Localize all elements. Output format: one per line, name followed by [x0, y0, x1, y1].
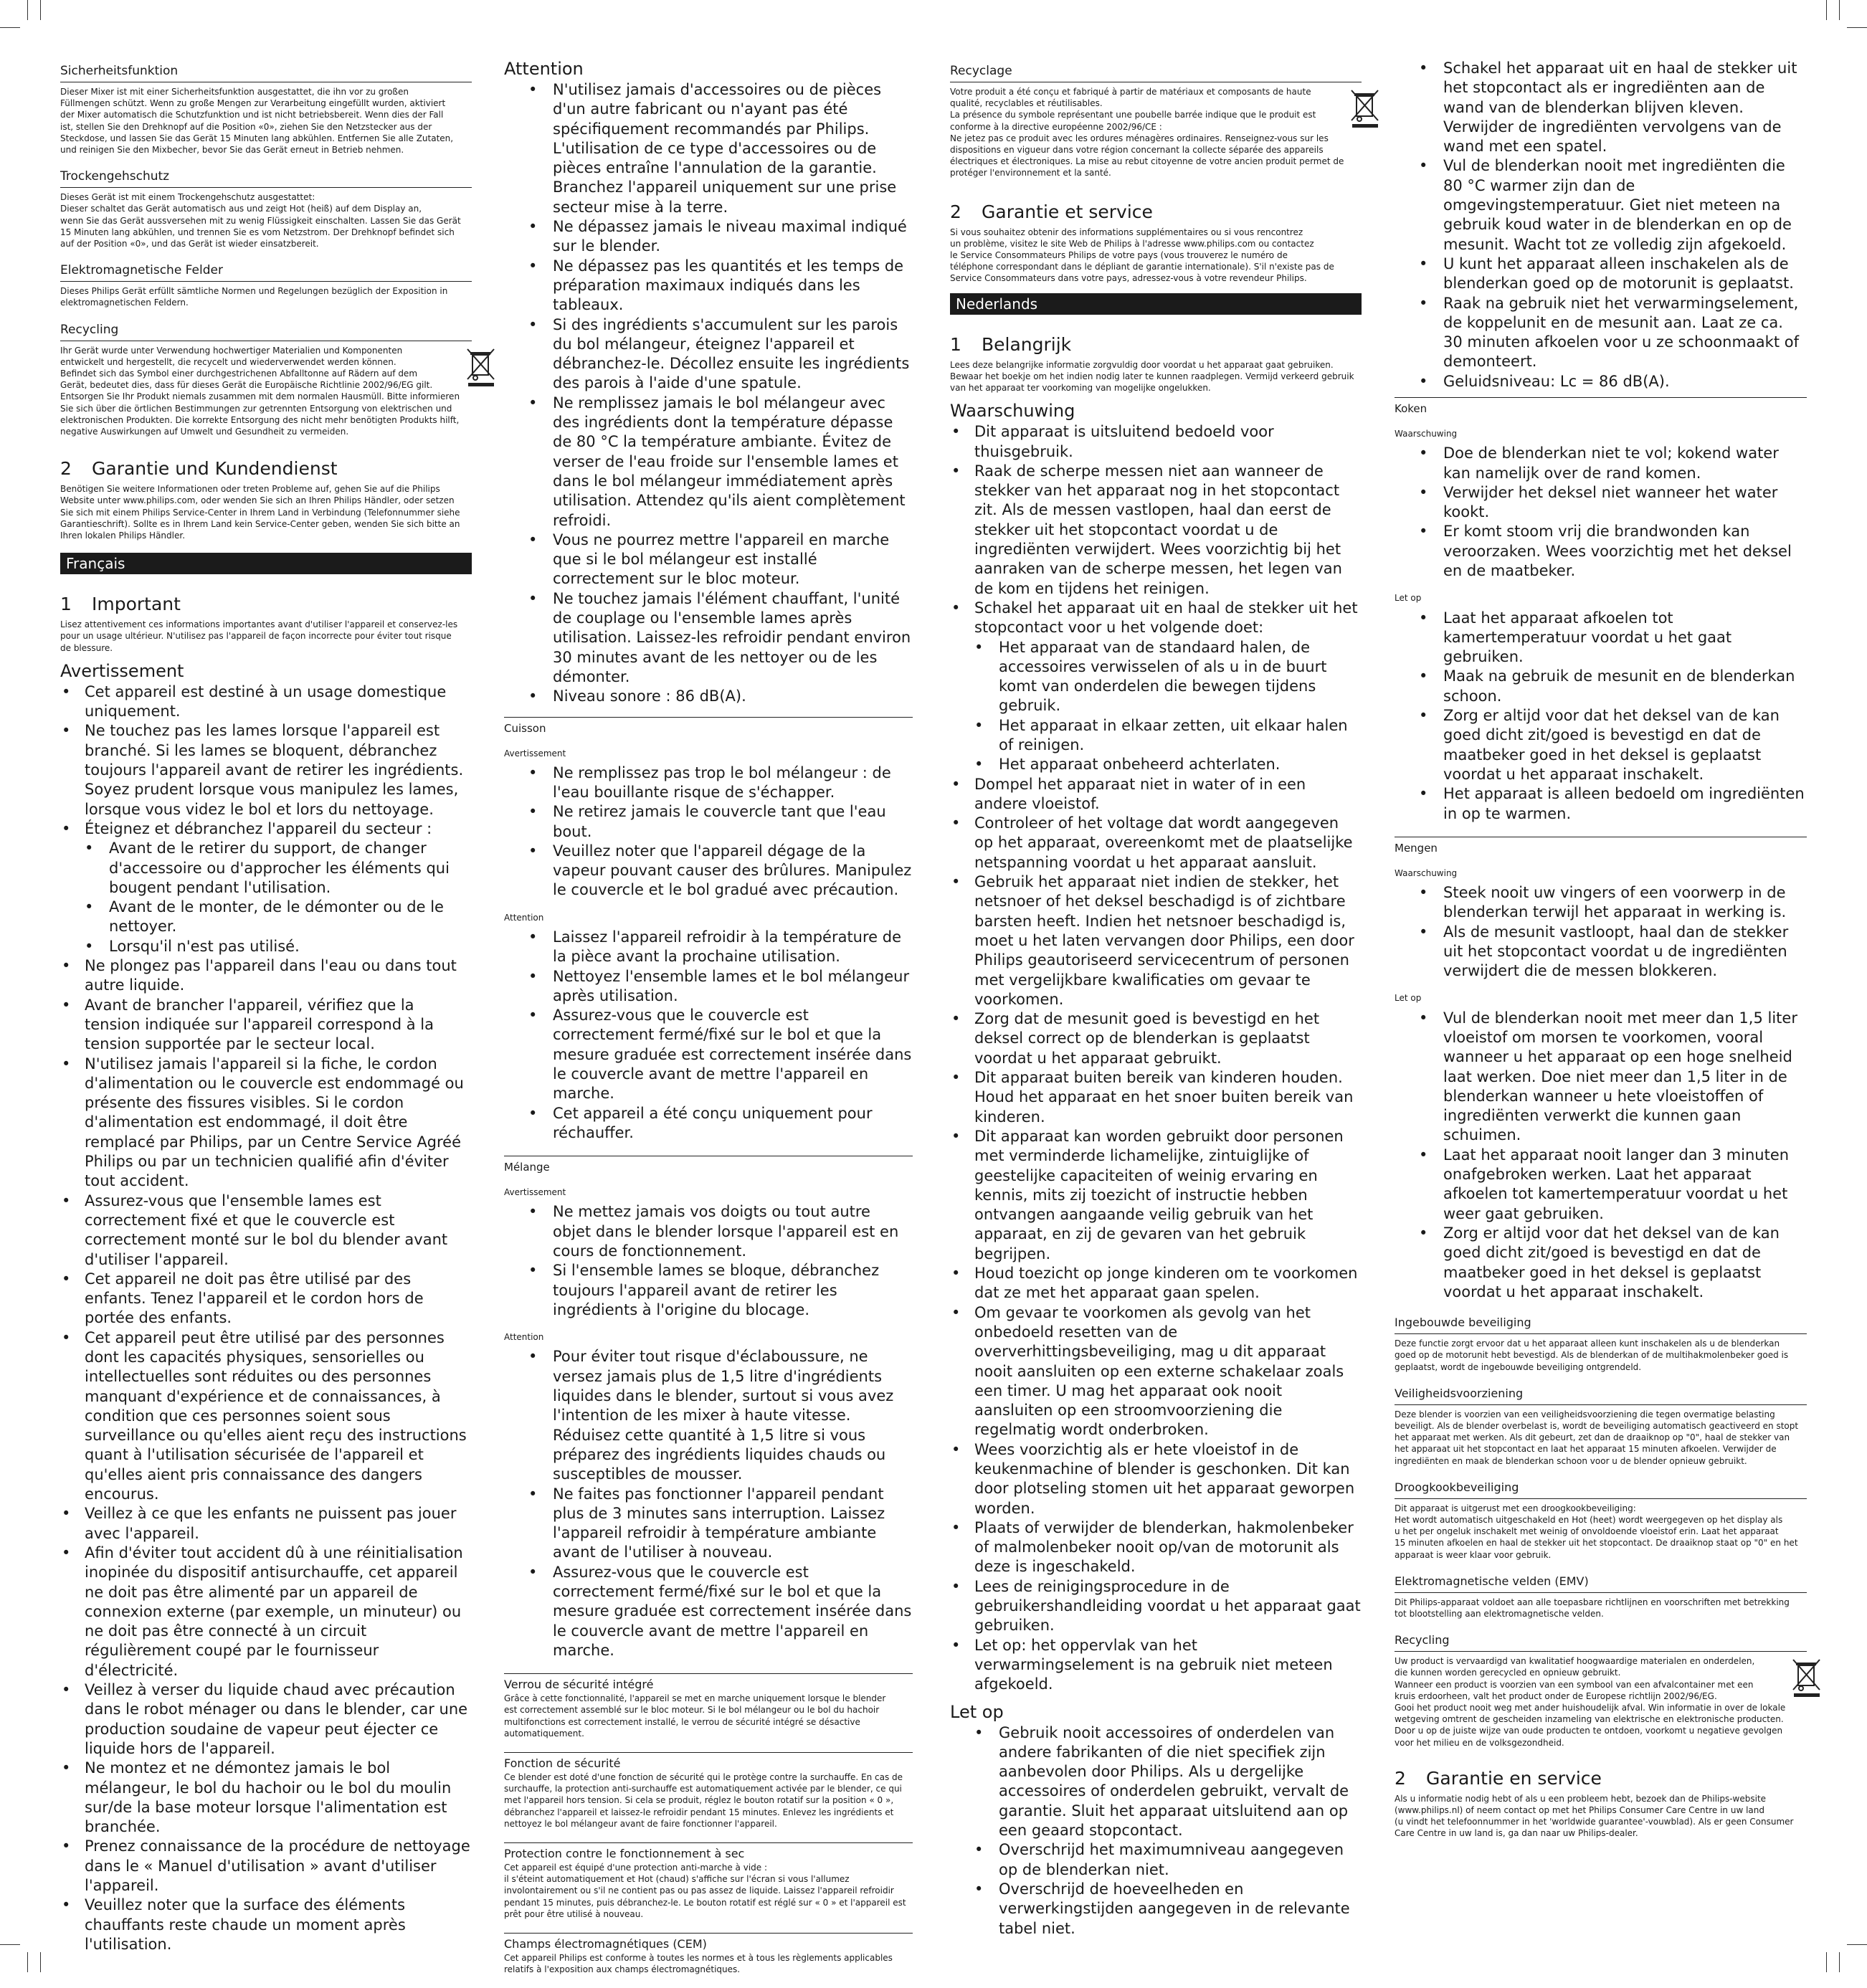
list-item: • N'utilisez jamais d'accessoires ou de pièces d'un autre fabricant ou n'ayant pas été spécifiquement recommandés par Philips. L'utilisation de ce type d'accessoires ou de pièces entraîne l'annulation de la garantie. Branchez l'appareil uniquement sur une prise secteur mise à la terre.: [504, 80, 913, 217]
list-item: • Assurez-vous que le couvercle est correctement fermé/fixé sur le bol et que la mesure graduée est correctement insérée dans le couvercle avant de mettre l'appareil en marche.: [504, 1006, 913, 1103]
label-avertissement: Avertissement: [504, 1187, 566, 1198]
list-item: • Niveau sonore : 86 dB(A).: [504, 687, 913, 706]
crop-mark: [0, 1944, 20, 1945]
section-champs: [504, 1933, 913, 1975]
text-line: Als u informatie nodig hebt of als u een probleem hebt, bezoek dan de Philips-website: [1395, 1793, 1767, 1804]
label-let-op: Let op: [1395, 593, 1422, 604]
list-item: • Veuillez noter que l'appareil dégage de la vapeur pouvant causer des brûlures. Manipulez le couvercle et le bol gradué avec précaution.: [504, 842, 913, 900]
text-line: tot blootstelling aan elektromagnetische velden.: [1395, 1608, 1604, 1619]
list-item: • Doe de blenderkan niet te vol; kokend water kan namelijk over de rand komen.: [1395, 444, 1807, 483]
section-text: [950, 359, 1362, 394]
text-line: multifonctions est correctement installé, le verrou de sécurité intégré se désactive: [504, 1716, 860, 1727]
text-line: Sie sich mit einem Philips Service-Center in Ihrem Land in Verbindung (Telefonnummer siehe: [60, 507, 460, 518]
section-text: [60, 619, 472, 654]
list-item: • Het apparaat in elkaar zetten, uit elkaar halen of reinigen.: [950, 716, 1362, 756]
label-waarschuwing: Waarschuwing: [1395, 429, 1458, 439]
section-text: [504, 1771, 913, 1830]
section-text: [60, 285, 472, 308]
text-line: het apparaat met werken. Als dit gebeurt, zet dan de draaiknop op "0", haal de stekker van: [1395, 1432, 1790, 1443]
list-item: • Vul de blenderkan nooit met meer dan 1,5 liter vloeistof om morsen te voorkomen, vooral wanneer u het apparaat op een hoge snelheid laat werken. Doe niet meer dan 1,5 liter in de blenderkan wanneer u hete vloeistoffen of ingrediënten verwerkt die kunnen gaan schuimen.: [1395, 1009, 1807, 1146]
crop-mark: [27, 0, 28, 20]
section-title: Recycling: [1395, 1632, 1807, 1652]
chapter-heading: 2 Garantie et service: [950, 201, 1153, 222]
text-line: un problème, visitez le site Web de Philips à l'adresse www.philips.com ou contactez: [950, 238, 1314, 249]
section-recycling: [60, 322, 472, 438]
section-belangrijk: [950, 333, 1362, 394]
text-line: auf der Position «0», und das Gerät ist wieder einsatzbereit.: [60, 239, 319, 249]
list-item: • Schakel het apparaat uit en haal de stekker uit het stopcontact voor u het volgende doet:: [950, 599, 1362, 638]
text-line: conforme à la directive européenne 2002/96/CE :: [950, 121, 1162, 132]
text-line: nettoyez le bol mélangeur avant de faire fonctionner l'appareil.: [504, 1818, 777, 1829]
list-item: • Éteignez et débranchez l'appareil du secteur :: [60, 819, 472, 839]
text-line: il s'éteint automatiquement et Hot (chaud) s'affiche sur l'écran si vous l'allumez: [504, 1874, 850, 1885]
chapter-heading: 1 Belangrijk: [950, 333, 1072, 355]
list-item: • Ne retirez jamais le couvercle tant que l'eau bout.: [504, 802, 913, 842]
text-line: Dit apparaat is uitgerust met een droogkookbeveiliging:: [1395, 1503, 1636, 1513]
section-elektromagnetische-felder: [60, 262, 472, 308]
text-line: die kunnen worden gerecycled en opnieuw gebruikt.: [1395, 1668, 1621, 1678]
list-item: • Het apparaat is alleen bedoeld om ingrediënten in op te warmen.: [1395, 784, 1807, 824]
list-item: • Gebruik het apparaat niet indien de stekker, het netsnoer of het deksel beschadigd is of zichtbare barsten heeft. Indien het netsnoer beschadigd is, moet u het laten vervangen door Philips, een door Philips geautoriseerd servicecentrum of personen met vergelijkbare kwalificaties om gevaar te voorkomen.: [950, 872, 1362, 1009]
text-line: Deze functie zorgt ervoor dat u het apparaat alleen kunt inschakelen als u de blenderkan: [1395, 1338, 1780, 1349]
list-item: • Si l'ensemble lames se bloque, débranchez toujours l'appareil avant de retirer les ingrédients à l'origine du blocage.: [504, 1261, 913, 1320]
label-attention: Attention: [504, 1332, 544, 1343]
text-line: der Mixer automatisch die Schutzfunktion und ist nicht betriebsbereit. Wenn dies der Fall: [60, 110, 444, 120]
text-line: prêt pour être utilisé à nouveau.: [504, 1908, 644, 1919]
subheading-avertissement: Avertissement: [60, 660, 184, 681]
text-line: Wanneer een product is voorzien van een symbool van een afvalcontainer met een: [1395, 1679, 1754, 1690]
section-text: [1395, 1503, 1807, 1561]
crop-mark: [40, 1952, 41, 1972]
list-item: • Lorsqu'il n'est pas utilisé.: [60, 937, 472, 956]
list-item: • Veuillez noter que la surface des éléments chauffants reste chaude un moment après l'utilisation.: [60, 1896, 472, 1954]
section-mengen: [1395, 837, 1807, 1302]
section-title: Elektromagnetische velden (EMV): [1395, 1574, 1807, 1593]
bullet-list: [504, 80, 913, 707]
text-line: Ihr Gerät wurde unter Verwendung hochwertiger Materialien und Komponenten: [60, 345, 403, 356]
list-item: • Avant de brancher l'appareil, vérifiez que la tension indiquée sur l'appareil correspond à la tension supportée par le secteur local.: [60, 996, 472, 1055]
crop-mark: [40, 0, 41, 20]
list-item: • Ne remplissez pas trop le bol mélangeur : de l'eau bouillante risque de s'échapper.: [504, 764, 913, 803]
list-item: • Als de mesunit vastloopt, haal dan de stekker uit het stopcontact voordat u de ingrediënten verwijdert die de messen blokkeren.: [1395, 923, 1807, 981]
section-title: Sicherheitsfunktion: [60, 63, 472, 82]
text-line: Lisez attentivement ces informations importantes avant d'utiliser l'appareil et conservez-les: [60, 619, 458, 630]
text-line: Si vous souhaitez obtenir des informations supplémentaires ou si vous rencontrez: [950, 227, 1303, 237]
section-trockengehschutz: [60, 168, 472, 249]
text-line: Uw product is vervaardigd van kwalitatief hoogwaardige materialen en onderdelen,: [1395, 1656, 1755, 1667]
language-header-nederlands: Nederlands: [950, 293, 1362, 315]
text-line: Lees deze belangrijke informatie zorgvuldig door voordat u het apparaat gaat gebruiken.: [950, 359, 1334, 370]
text-line: entwickelt und hergestellt, die recycelt und wiederverwendet werden können.: [60, 356, 396, 367]
list-item: • Zorg dat de mesunit goed is bevestigd en het deksel correct op de blenderkan is geplaatst voordat u het apparaat gebruikt.: [950, 1009, 1362, 1068]
list-item: • Avant de le monter, de le démonter ou de le nettoyer.: [60, 898, 472, 937]
section-text: [950, 86, 1344, 179]
bullet-list: [60, 683, 472, 1954]
list-item: • Lees de reinigingsprocedure in de gebruikershandleiding voordat u het apparaat gaat gebruiken.: [950, 1577, 1362, 1636]
label-attention: Attention: [504, 912, 544, 923]
text-line: ist, stellen Sie den Drehknopf auf die Position «0», ziehen Sie den Netzstecker aus der: [60, 121, 432, 132]
crop-mark: [0, 27, 20, 28]
section-title: Elektromagnetische Felder: [60, 262, 472, 282]
text-line: negative Auswirkungen auf Umwelt und Gesundheit zu vermeiden.: [60, 427, 349, 437]
text-line: wetgeving omtrent de gescheiden inzameling van elektrische en elektronische producten.: [1395, 1714, 1784, 1725]
text-line: Dieses Philips Gerät erfüllt sämtliche Normen und Regelungen bezüglich der Exposition in: [60, 286, 448, 297]
list-item: • Ne faites pas fonctionner l'appareil pendant plus de 3 minutes sans interruption. Laissez l'appareil refroidir à température ambiante avant de l'utiliser à nouveau.: [504, 1485, 913, 1563]
text-line: Befindet sich das Symbol einer durchgestrichenen Abfalltonne auf Rädern auf dem: [60, 368, 418, 379]
list-item: • Ne mettez jamais vos doigts ou tout autre objet dans le blender lorsque l'appareil est en cours de fonctionnement.: [504, 1202, 913, 1261]
list-item: • Ne dépassez jamais le niveau maximal indiqué sur le blender.: [504, 217, 913, 257]
text-line: Dieser schaltet das Gerät automatisch aus und zeigt Hot (heiß) auf dem Display an,: [60, 204, 422, 214]
list-item: • Ne remplissez jamais le bol mélangeur avec des ingrédients dont la température dépasse de 80 °C la température ambiante. Évitez de verser de l'eau froide sur l'ensemble lames et dans le bol mélangeur immédiatement après utilisation. Attendez qu'ils aient complètement refroidi.: [504, 394, 913, 531]
subheading-let-op: Let op: [950, 1701, 1004, 1722]
list-item: • Cet appareil peut être utilisé par des personnes dont les capacités physiques, sensorielles ou intellectuelles sont réduites ou des personnes manquant d'expérience et de connaissances, à condition que ces personnes soient sous surveillance ou qu'elles aient reçu des instructions quant à l'utilisation sécurisée de l'appareil et qu'elles aient pris connaissance des dangers encourus.: [60, 1328, 472, 1505]
column-2: [504, 59, 913, 1988]
section-melange: [504, 1156, 913, 1660]
text-line: Care Centre in uw land is, ga dan naar uw Philips-dealer.: [1395, 1828, 1638, 1839]
list-item: • Plaats of verwijder de blenderkan, hakmolenbeker of malmolenbeker nooit op/van de motorunit als deze is ingeschakeld.: [950, 1518, 1362, 1577]
text-line: wenn Sie das Gerät aussversehen mit zu wenig Flüssigkeit einschalten. Lassen Sie das Gerät: [60, 215, 461, 226]
list-item: • U kunt het apparaat alleen inschakelen als de blenderkan goed op de motorunit is geplaatst.: [1395, 255, 1807, 294]
text-line: de blessure.: [60, 642, 113, 653]
text-line: Votre produit a été conçu et fabriqué à partir de matériaux et composants de haute: [950, 87, 1311, 97]
chapter-heading: 2 Garantie en service: [1395, 1767, 1602, 1789]
text-line: Cet appareil Philips est conforme à toutes les normes et à tous les règlements applicables: [504, 1953, 893, 1964]
text-line: u het per ongeluk inschakelt met weinig of onvoldoende vloeistof erin. Laat het apparaat: [1395, 1526, 1779, 1537]
text-line: Dieser Mixer ist mit einer Sicherheitsfunktion ausgestattet, die ihn vor zu großen: [60, 87, 409, 97]
text-line: le Service Consommateurs Philips de votre pays (vous trouverez le numéro de: [950, 250, 1288, 261]
section-text: [504, 1693, 913, 1739]
section-garantie-service: [950, 201, 1362, 285]
text-line: automatiquement.: [504, 1728, 584, 1739]
section-title: Protection contre le fonctionnement à sec: [504, 1847, 745, 1861]
list-item: • Dit apparaat buiten bereik van kinderen houden. Houd het apparaat en het snoer buiten bereik van kinderen.: [950, 1068, 1362, 1127]
text-line: La présence du symbole représentant une poubelle barrée indique que le produit est: [950, 110, 1316, 120]
text-line: Füllmengen schützt. Wenn zu große Mengen zur Verarbeitung eingefüllt wurden, aktiviert: [60, 98, 446, 109]
list-item: • Ne touchez jamais l'élément chauffant, l'unité de couplage ou l'ensemble lames après utilisation. Laissez-les refroidir pendant environ 30 minutes avant de les nettoyer ou de les démonter.: [504, 589, 913, 687]
list-item: • Ne dépassez pas les quantités et les temps de préparation maximaux indiqués dans les tableaux.: [504, 257, 913, 315]
list-item: • Dompel het apparaat niet in water of in een andere vloeistof.: [950, 775, 1362, 814]
list-item: • Dit apparaat kan worden gebruikt door personen met verminderde lichamelijke, zintuiglijke of geestelijke capaciteiten of weinig ervaring en kennis, mits zij toezicht of instructie hebben ontvangen aangaande veilig gebruik van het apparaat, en zij de gevaren van het gebruik begrijpen.: [950, 1127, 1362, 1264]
crop-mark: [27, 1952, 28, 1972]
section-text: [504, 1862, 913, 1920]
list-item: • Raak na gebruik niet het verwarmingselement, de koppelunit en de mesunit aan. Laat ze ca. 30 minuten afkoelen voor u ze schoonmaakt of demonteert.: [1395, 294, 1807, 372]
section-title: Trockengehschutz: [60, 168, 472, 188]
list-item: • Nettoyez l'ensemble lames et le bol mélangeur après utilisation.: [504, 967, 913, 1007]
list-item: • Wees voorzichtig als er hete vloeistof in de keukenmachine of blender is geschonken. Dit kan door plotseling stomen uit het apparaat geworpen worden.: [950, 1440, 1362, 1518]
list-item: • Dit apparaat is uitsluitend bedoeld voor thuisgebruik.: [950, 422, 1362, 462]
section-emv: [1395, 1574, 1807, 1620]
text-line: Ce blender est doté d'une fonction de sécurité qui le protège contre la surchauffe. En cas de: [504, 1772, 903, 1782]
text-line: goed op de motorunit hebt bevestigd. Als de blenderkan of de multihakmolenbeker goed is: [1395, 1350, 1789, 1361]
bullet-list: [504, 928, 913, 1143]
list-item: • Het apparaat onbeheerd achterlaten.: [950, 755, 1362, 774]
list-item: • Gebruik nooit accessoires of onderdelen van andere fabrikanten of die niet specifiek zijn aanbevolen door Philips. Als u dergelijke accessoires of onderdelen gebruikt, vervalt de garantie. Sluit het apparaat uitsluitend aan op een geaard stopcontact.: [950, 1723, 1362, 1841]
text-line: involontairement ou s'il ne contient pas ou pas assez de liquide. Laissez l'appareil refroidir: [504, 1885, 894, 1896]
crop-mark: [1826, 0, 1827, 20]
list-item: • Steek nooit uw vingers of een voorwerp in de blenderkan terwijl het apparaat in werking is.: [1395, 883, 1807, 923]
text-line: Grâce à cette fonctionnalité, l'appareil se met en marche uniquement lorsque le blender: [504, 1693, 886, 1704]
crossed-bin-icon: [1349, 86, 1381, 129]
section-text: [60, 345, 460, 438]
bullet-list: [504, 1347, 913, 1660]
label-waarschuwing: Waarschuwing: [1395, 867, 1458, 878]
text-line: téléphone correspondant dans le dépliant de garantie internationale). S'il n'existe pas de: [950, 262, 1334, 272]
list-item: • Assurez-vous que l'ensemble lames est correctement fixé et que le couvercle est correctement monté sur le bol du blender avant d'utiliser l'appareil.: [60, 1192, 472, 1270]
list-item: • Houd toezicht op jonge kinderen om te voorkomen dat ze met het apparaat gaan spelen.: [950, 1264, 1362, 1303]
text-line: Website unter www.philips.com, oder wenden Sie sich an Ihren Philips Händler, oder setzen: [60, 495, 455, 506]
list-item: • Vul de blenderkan nooit met ingrediënten die 80 °C warmer zijn dan de omgevingstemperatuur. Giet niet meteen na gebruik koud water in de blenderkan en op de mesunit. Wacht tot ze volledig zijn afgekoeld.: [1395, 156, 1807, 254]
list-item: • Pour éviter tout risque d'éclaboussure, ne versez jamais plus de 1,5 litre d'ingrédients liquides dans le blender, surtout si vous avez l'intention de les mixer à haute vitesse. Réduisez cette quantité à 1,5 litre si vous préparez des ingrédients liquides chauds ou susceptibles de mousser.: [504, 1347, 913, 1484]
section-title: Fonction de sécurité: [504, 1756, 621, 1770]
section-recycling-nl: [1395, 1632, 1807, 1749]
section-droogkookbeveiliging: [1395, 1480, 1807, 1561]
list-item: • Maak na gebruik de mesunit en de blenderkan schoon.: [1395, 667, 1807, 706]
section-important: [60, 593, 472, 654]
text-line: Steckdose, und lassen Sie das Gerät 15 Minuten lang abkühlen. Entfernen Sie alle Zutaten,: [60, 133, 454, 143]
section-fonction-securite: [504, 1752, 913, 1830]
text-line: elektronischen Produkten. Die korrekte Entsorgung des nicht mehr benötigten Produkts hilft,: [60, 414, 460, 425]
bullet-list: [1395, 609, 1807, 824]
text-line: geplaatst, wordt de ingebouwde beveiliging ontgrendeld.: [1395, 1361, 1642, 1372]
text-line: Dit Philips-apparaat voldoet aan alle toepasbare richtlijnen en voorschriften met betrekking: [1395, 1597, 1790, 1607]
section-title: Mengen: [1395, 841, 1438, 855]
list-item: • Verwijder het deksel niet wanneer het water kookt.: [1395, 483, 1807, 523]
list-item: • Cet appareil a été conçu uniquement pour réchauffer.: [504, 1104, 913, 1143]
section-text: [950, 227, 1362, 285]
list-item: • Laat het apparaat afkoelen tot kamertemperatuur voordat u het gaat gebruiken.: [1395, 609, 1807, 667]
list-item: • Controleer of het voltage dat wordt aangegeven op het apparaat, overeenkomt met de plaatselijke netspanning voordat u het apparaat aansluit.: [950, 814, 1362, 872]
text-line: 15 minuten afkoelen en haal de stekker uit het stopcontact. De draaiknop staat op "0" en het: [1395, 1538, 1798, 1549]
text-line: (www.philips.nl) of neem contact op met het Philips Consumer Care Centre in uw land: [1395, 1805, 1764, 1816]
list-item: • Si des ingrédients s'accumulent sur les parois du bol mélangeur, éteignez l'appareil et débranchez-le. Décollez ensuite les ingrédients des parois à l'aide d'une spatule.: [504, 315, 913, 394]
subheading-attention: Attention: [504, 59, 584, 79]
text-line: protéger l'environnement et la santé.: [950, 168, 1111, 179]
section-title: Koken: [1395, 402, 1427, 416]
chapter-heading: 2 Garantie und Kundendienst: [60, 458, 338, 480]
text-line: voor het milieu en de volksgezondheid.: [1395, 1737, 1564, 1748]
section-title: Champs électromagnétiques (CEM): [504, 1937, 707, 1951]
bullet-list: [950, 1723, 1362, 1939]
section-cuisson: [504, 717, 913, 1143]
list-item: • Ne plongez pas l'appareil dans l'eau ou dans tout autre liquide.: [60, 956, 472, 996]
text-line: elektromagnetischen Feldern.: [60, 298, 189, 308]
list-item: • Assurez-vous que le couvercle est correctement fermé/fixé sur le bol et que la mesure graduée est correctement insérée dans le couvercle avant de mettre l'appareil en marche.: [504, 1563, 913, 1660]
label-let-op: Let op: [1395, 993, 1422, 1004]
section-title: Droogkookbeveiliging: [1395, 1480, 1807, 1499]
section-ingebouwde-beveiliging: [1395, 1315, 1807, 1373]
section-koken: [1395, 397, 1807, 824]
subheading-waarschuwing: Waarschuwing: [950, 401, 1075, 422]
list-item: • Overschrijd de hoeveelheden en verwerkingstijden aangegeven in de relevante tabel niet.: [950, 1880, 1362, 1939]
column-3: [950, 63, 1362, 1939]
bullet-list: [1395, 883, 1807, 981]
column-1: [60, 63, 472, 1954]
text-line: pendant 15 minutes, puis débranchez-le. Le bouton rotatif est réglé sur « 0 » et l'appareil est: [504, 1897, 906, 1908]
text-line: und reinigen Sie den Mixbecher, bevor Sie das Gerät erneut in Betrieb nehmen.: [60, 145, 404, 156]
text-line: beveiligt. Als de blender overbelast is, wordt de beveiliging automatisch geactiveerd en stopt: [1395, 1420, 1799, 1431]
text-line: débranchez l'appareil et laissez-le refroidir pendant 15 minutes. Enlevez les ingrédients et: [504, 1807, 894, 1817]
text-line: (u vindt het telefoonnummer in het 'worldwide guarantee'-vouwblad). Als er geen Consumer: [1395, 1817, 1794, 1827]
crop-mark: [1839, 0, 1840, 20]
list-item: • Overschrijd het maximumniveau aangegeven op de blenderkan niet.: [950, 1840, 1362, 1880]
section-protection-sec: [504, 1842, 913, 1920]
section-title: Ingebouwde beveiliging: [1395, 1315, 1807, 1334]
bullet-list: [1395, 444, 1807, 581]
list-item: • Veillez à verser du liquide chaud avec précaution dans le robot ménager ou dans le blender, car une production soudaine de vapeur peut éjecter ce liquide hors de l'appareil.: [60, 1680, 472, 1759]
list-item: • Veillez à ce que les enfants ne puissent pas jouer avec l'appareil.: [60, 1504, 472, 1544]
section-text: [60, 191, 472, 249]
text-line: Gooi het product nooit weg met ander huishoudelijk afval. Win informatie in over de lokale: [1395, 1703, 1786, 1713]
text-line: Entsorgen Sie Ihr Produkt niemals zusammen mit dem normalen Hausmüll. Bitte informieren: [60, 391, 460, 402]
section-sicherheitsfunktion: [60, 63, 472, 156]
text-line: électriques et électroniques. La mise au rebut citoyenne de votre ancien produit permet de: [950, 156, 1344, 167]
list-item: • Cet appareil ne doit pas être utilisé par des enfants. Tenez l'appareil et le cordon hors de portée des enfants.: [60, 1270, 472, 1328]
section-garantie-en-service: [1395, 1767, 1807, 1840]
section-recyclage: [950, 63, 1362, 179]
list-item: • Ne touchez pas les lames lorsque l'appareil est branché. Si les lames se bloquent, débranchez toujours l'appareil avant de retirer les ingrédients. Soyez prudent lorsque vous manipulez les lames, lorsque vous videz le bol et lors du nettoyage.: [60, 721, 472, 819]
section-text: [1395, 1793, 1807, 1840]
text-line: Door u op de juiste wijze van oude producten te ontdoen, voorkomt u negatieve gevolgen: [1395, 1726, 1783, 1736]
text-line: Ne jetez pas ce produit avec les ordures ménagères ordinaires. Renseignez-vous sur les: [950, 133, 1329, 143]
text-line: Het wordt automatisch uitgeschakeld en Hot (heet) wordt weergegeven op het display als: [1395, 1514, 1783, 1525]
text-line: relatifs à l'exposition aux champs électromagnétiques.: [504, 1964, 741, 1975]
text-line: surchauffe, la protection anti-surchauffe est automatiquement activée par le blender, ce qui: [504, 1784, 902, 1794]
section-text: [1395, 1597, 1807, 1620]
text-line: 15 Minuten lang abkühlen, und trennen Sie es vom Netzstrom. Der Drehknopf befindet sich: [60, 227, 455, 237]
list-item: • Schakel het apparaat uit en haal de stekker uit het stopcontact als er ingrediënten aan de wand van de blenderkan blijven kleven. Verwijder de ingrediënten vervolgens van de wand met een spatel.: [1395, 59, 1807, 156]
list-item: • Cet appareil est destiné à un usage domestique uniquement.: [60, 683, 472, 722]
text-line: met l'appareil hors tension. Si cela se produit, réglez le bouton rotatif sur la position « 0 »,: [504, 1795, 894, 1806]
list-item: • Zorg er altijd voor dat het deksel van de kan goed dicht zit/goed is bevestigd en dat de maatbeker goed in het deksel is geplaatst voordat u het apparaat inschakelt.: [1395, 1224, 1807, 1302]
text-line: Dieses Gerät ist mit einem Trockengehschutz ausgestattet:: [60, 192, 315, 203]
list-item: • Afin d'éviter tout accident dû à une réinitialisation inopinée du dispositif antisurchauffe, cet appareil ne doit pas être alimenté par un appareil de connexion externe (par exemple, un minuteur) ou ne doit pas être connecté à un circuit régulièrement coupé par le fournisseur d'électricité.: [60, 1544, 472, 1680]
list-item: • Laissez l'appareil refroidir à la température de la pièce avant la prochaine utilisation.: [504, 928, 913, 967]
chapter-heading: 1 Important: [60, 594, 181, 615]
crop-mark: [1847, 1944, 1867, 1945]
text-line: pour un usage ultérieur. N'utilisez pas l'appareil de façon incorrecte pour éviter tout risque: [60, 631, 452, 642]
list-item: • Ne montez et ne démontez jamais le bol mélangeur, le bol du hachoir ou le bol du moulin sur/de la base moteur lorsque l'alimentation est branchée.: [60, 1759, 472, 1837]
text-line: Cet appareil est équipé d'une protection anti-marche à vide :: [504, 1863, 768, 1873]
list-item: • Let op: het oppervlak van het verwarmingselement is na gebruik niet meteen afgekoeld.: [950, 1636, 1362, 1695]
text-line: Sie sich über die örtlichen Bestimmungen zur getrennten Entsorgung von elektrischen und: [60, 403, 452, 414]
text-line: kruis erdoorheen, valt het product onder de Europese richtlijn 2002/96/EG.: [1395, 1690, 1717, 1701]
list-item: • Het apparaat van de standaard halen, de accessoires verwisselen of als u in de buurt komt van onderdelen die bewegen tijdens gebruik.: [950, 638, 1362, 716]
list-item: • Geluidsniveau: Lc = 86 dB(A).: [1395, 372, 1807, 391]
list-item: • Vous ne pourrez mettre l'appareil en marche que si le bol mélangeur est installé correctement sur le bloc moteur.: [504, 531, 913, 589]
language-header-francais: Français: [60, 553, 472, 574]
bullet-list: [1395, 59, 1807, 391]
text-line: Bewaar het boekje om het indien nodig later te kunnen raadplegen. Vermijd verkeerd gebruik: [950, 371, 1354, 381]
section-veiligheidsvoorziening: [1395, 1386, 1807, 1467]
column-4: [1395, 59, 1807, 1853]
text-line: ingrediënten en maak de blenderkan schoon voor u de blender opnieuw gebruikt.: [1395, 1455, 1747, 1466]
section-text: [60, 483, 472, 541]
text-line: Service Consommateurs dans votre pays, adressez-vous à votre revendeur Philips.: [950, 273, 1307, 284]
section-title: Recycling: [60, 322, 472, 341]
text-line: apparaat is weer klaar voor gebruik.: [1395, 1549, 1552, 1560]
text-line: qualité, recyclables et réutilisables.: [950, 98, 1103, 109]
text-line: van het apparaat ter voorkoming van mogelijke ongelukken.: [950, 383, 1211, 394]
section-text: [1395, 1338, 1807, 1373]
section-text: [1395, 1655, 1785, 1749]
crop-mark: [1847, 27, 1867, 28]
crossed-bin-icon: [465, 345, 497, 388]
text-line: Gerät, bedeutet dies, dass für dieses Gerät die Europäische Richtlinie 2002/96/EG gilt.: [60, 380, 433, 391]
list-item: • Laat het apparaat nooit langer dan 3 minuten onafgebroken werken. Laat het apparaat afkoelen tot kamertemperatuur voordat u het weer gaat gebruiken.: [1395, 1146, 1807, 1224]
bullet-list: [1395, 1009, 1807, 1302]
section-title: Mélange: [504, 1161, 550, 1174]
crop-mark: [1826, 1952, 1827, 1972]
text-line: dispositions en vigueur dans votre région concernant la collecte séparée des appareils: [950, 145, 1324, 156]
section-title: Cuisson: [504, 721, 546, 735]
bullet-list: [504, 764, 913, 900]
text-line: est correctement assemblé sur le bloc moteur. Si le bol mélangeur ou le bol du hachoir: [504, 1705, 880, 1716]
list-item: • Om gevaar te voorkomen als gevolg van het onbedoeld resetten van de oververhittingsbeveiliging, mag u dit apparaat nooit aansluiten op een externe schakelaar zoals een timer. U mag het apparaat ook nooit aansluiten op een stroomvoorziening die regelmatig wordt onderbroken.: [950, 1303, 1362, 1440]
list-item: • N'utilisez jamais l'appareil si la fiche, le cordon d'alimentation ou le couvercle est endommagé ou présente des fissures visibles. Si le cordon d'alimentation est endommagé, il doit être remplacé par Philips, par un Centre Service Agréé Philips ou par un technicien qualifié afin d'éviter tout accident.: [60, 1055, 472, 1192]
bullet-list: [950, 422, 1362, 1694]
crop-mark: [1839, 1952, 1840, 1972]
section-text: [1395, 1409, 1807, 1467]
text-line: Ihren lokalen Philips Händler.: [60, 531, 186, 541]
section-title: Veiligheidsvoorziening: [1395, 1386, 1807, 1405]
text-line: Benötigen Sie weitere Informationen oder treten Probleme auf, gehen Sie auf die Philips: [60, 484, 440, 495]
crossed-bin-icon: [1791, 1655, 1823, 1698]
list-item: • Raak de scherpe messen niet aan wanneer de stekker van het apparaat nog in het stopcontact zit. Als de messen vastlopen, haal dan eerst de stekker uit het stopcontact voordat u de ingrediënten verwijdert. Wees voorzichtig bij het aanraken van de scherpe messen, het legen van de kom en tijdens het reinigen.: [950, 462, 1362, 599]
list-item: • Prenez connaissance de la procédure de nettoyage dans le « Manuel d'utilisation » avant d'utiliser l'appareil.: [60, 1837, 472, 1896]
list-item: • Er komt stoom vrij die brandwonden kan veroorzaken. Wees voorzichtig met het deksel en de maatbeker.: [1395, 522, 1807, 581]
bullet-list: [504, 1202, 913, 1320]
list-item: • Avant de le retirer du support, de changer d'accessoire ou d'approcher les éléments qui bougent pendant l'utilisation.: [60, 839, 472, 898]
section-verrou: [504, 1673, 913, 1739]
section-garantie: [60, 457, 472, 541]
section-text: [60, 86, 472, 156]
text-line: het apparaat uit het stopcontact en laat het apparaat 15 minuten afkoelen. Verwijder de: [1395, 1444, 1777, 1455]
section-title: Verrou de sécurité intégré: [504, 1678, 654, 1692]
section-title: Recyclage: [950, 63, 1362, 82]
text-line: Garantieschrift). Sollte es in Ihrem Land kein Service-Center geben, wenden Sie sich bitte an: [60, 518, 460, 529]
text-line: Deze blender is voorzien van een veiligheidsvoorziening die tegen overmatige belasting: [1395, 1409, 1775, 1419]
label-avertissement: Avertissement: [504, 748, 566, 758]
list-item: • Zorg er altijd voor dat het deksel van de kan goed dicht zit/goed is bevestigd en dat de maatbeker goed in het deksel is geplaatst voordat u het apparaat inschakelt.: [1395, 706, 1807, 784]
